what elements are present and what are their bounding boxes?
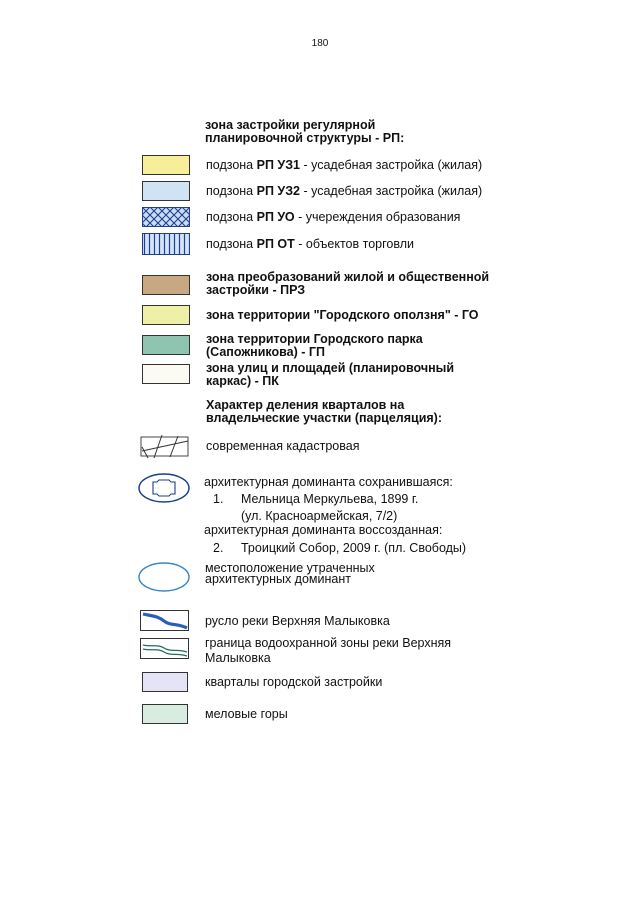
dominant-item2-number: 2. [213, 541, 224, 555]
uo-prefix: подзона [206, 210, 257, 224]
uz2-suffix: - усадебная застройка (жилая) [299, 184, 483, 198]
swatch-rp-ot [142, 233, 190, 255]
legend-chalk-mountains: меловые горы [205, 707, 288, 721]
swatch-rp-uz2 [142, 181, 190, 201]
dominant-item1-number: 1. [213, 492, 224, 506]
legend-water-zone [205, 636, 451, 666]
uo-suffix: - учереждения образования [294, 210, 461, 224]
dominant-item1-line2: (ул. Красноармейская, 7/2) [241, 509, 398, 523]
water-zone-line1: граница водоохранной зоны реки Верхняя [205, 636, 452, 650]
legend-gp [206, 333, 423, 359]
legend-rp-uz2 [206, 184, 482, 198]
zone-rp-heading [205, 119, 404, 145]
uo-code: РП УО [256, 210, 295, 224]
uz1-prefix: подзона [206, 158, 257, 172]
uz1-suffix: - усадебная застройка (жилая) [299, 158, 483, 172]
dominant-icon [137, 472, 191, 504]
parcel-heading-line2: владельческие участки (парцеляция): [206, 411, 442, 425]
legend-river: русло реки Верхняя Малыковка [205, 614, 390, 628]
legend-go [206, 308, 479, 322]
swatch-chalk-mountains [142, 704, 188, 724]
zone-rp-heading-line1: зона застройки регулярной [205, 118, 376, 132]
ot-suffix: - объектов торговли [294, 237, 414, 251]
zone-rp-heading-line2: планировочной структуры - РП: [205, 131, 405, 145]
swatch-gp [142, 335, 190, 355]
legend-rp-uo [206, 210, 460, 224]
river-icon [140, 610, 190, 632]
dominant-restored-title: архитектурная доминанта воссозданная: [204, 523, 443, 537]
legend-rp-uz1 [206, 158, 482, 172]
lost-line2: архитектурных доминант [205, 572, 351, 586]
parcel-heading-line1: Характер деления кварталов на [206, 398, 405, 412]
dominant-item2-line1: Троицкий Собор, 2009 г. (пл. Свободы) [241, 541, 467, 555]
swatch-city-blocks [142, 672, 188, 692]
ot-prefix: подзона [206, 237, 257, 251]
legend-lost-dominant [205, 563, 375, 585]
uz1-code: РП УЗ1 [256, 158, 300, 172]
lost-dominant-icon [137, 561, 191, 593]
water-zone-icon [140, 638, 190, 660]
pk-line1: зона улиц и площадей (планировочный [206, 361, 455, 375]
parcel-heading [206, 399, 442, 425]
go-suffix: - ГО [450, 308, 479, 322]
dominant-item1-line1: Мельница Меркульева, 1899 г. [241, 492, 419, 506]
swatch-rp-uo [142, 207, 190, 227]
prz-line1: зона преобразований жилой и общественной [206, 270, 490, 284]
prz-line2: застройки - ПРЗ [206, 283, 306, 297]
water-zone-line2: Малыковка [205, 651, 271, 665]
gp-line2: (Сапожникова) - ГП [206, 345, 325, 359]
lost-line1: местоположение утраченных [205, 561, 375, 575]
cadastral-icon [140, 433, 190, 459]
ot-code: РП ОТ [256, 237, 295, 251]
legend-pk [206, 362, 454, 388]
legend-prz [206, 271, 489, 297]
legend-rp-ot [206, 237, 414, 251]
swatch-rp-uz1 [142, 155, 190, 175]
gp-line1: зона территории Городского парка [206, 332, 423, 346]
uz2-prefix: подзона [206, 184, 257, 198]
page-number: 180 [311, 38, 329, 49]
dominant-preserved-title: архитектурная доминанта сохранившаяся: [204, 475, 453, 489]
legend-city-blocks: кварталы городской застройки [205, 675, 383, 689]
swatch-pk [142, 364, 190, 384]
go-prefix: зона территории "Городского оползня" [206, 308, 451, 322]
swatch-go [142, 305, 190, 325]
swatch-prz [142, 275, 190, 295]
pk-line2: каркас) - ПК [206, 374, 279, 388]
legend-cadastral: современная кадастровая [206, 439, 360, 453]
uz2-code: РП УЗ2 [256, 184, 300, 198]
